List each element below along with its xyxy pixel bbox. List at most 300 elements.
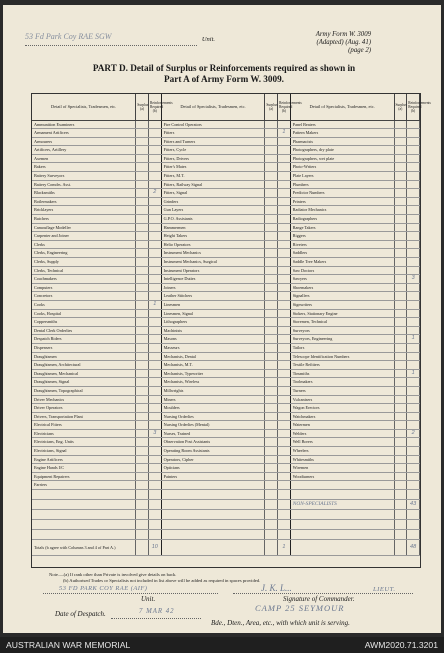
reinforcements-cell: 1 — [278, 129, 291, 138]
unit-label: Unit. — [201, 36, 215, 43]
specialist-name-cell: Clerks — [32, 240, 136, 249]
surplus-cell — [394, 283, 407, 292]
surplus-cell — [136, 215, 149, 224]
reinforcements-cell — [278, 137, 291, 146]
reinforcements-cell — [407, 154, 420, 163]
specialist-name-cell: Dispensers — [32, 343, 136, 352]
surplus-cell — [265, 361, 278, 370]
reinforcements-cell — [148, 206, 161, 215]
reinforcements-cell — [148, 292, 161, 301]
specialist-name-cell: Electricians, Signal — [32, 447, 136, 456]
table-row — [32, 180, 420, 189]
blank-row — [32, 500, 420, 510]
surplus-cell — [136, 120, 149, 129]
unit-dotted-line — [25, 45, 197, 46]
specialist-name-cell: Fire Control Operators — [161, 120, 265, 129]
reinforcements-cell — [407, 455, 420, 464]
specialist-name-cell: Watermen — [290, 421, 394, 430]
table-row — [32, 438, 420, 447]
blank-row — [32, 520, 420, 530]
surplus-cell — [394, 154, 407, 163]
reinforcements-cell — [148, 137, 161, 146]
surplus-cell — [136, 386, 149, 395]
surplus-cell — [136, 318, 149, 327]
specialist-name-cell: Clerks, Supply — [32, 258, 136, 267]
reinforcements-cell — [148, 197, 161, 206]
table-row — [32, 309, 420, 318]
blank-cell — [32, 500, 136, 510]
specialist-name-cell: Fitters — [161, 129, 265, 138]
surplus-cell — [394, 361, 407, 370]
table-row — [32, 326, 420, 335]
table-row — [32, 343, 420, 352]
blank-cell — [278, 500, 291, 510]
blank-row — [32, 510, 420, 520]
reinforcements-cell — [407, 232, 420, 241]
blank-cell — [148, 500, 161, 510]
camp-handwritten: CAMP 25 SEYMOUR — [255, 603, 345, 613]
surplus-cell — [265, 429, 278, 438]
surplus-cell — [136, 223, 149, 232]
reinforcements-cell — [278, 146, 291, 155]
surplus-cell — [265, 163, 278, 172]
surplus-cell — [394, 404, 407, 413]
blank-cell — [407, 530, 420, 540]
specialist-name-cell: Toolmakers — [290, 378, 394, 387]
table-row — [32, 283, 420, 292]
specialist-name-cell: Fitter's Mates — [161, 163, 265, 172]
specialist-name-cell — [290, 481, 394, 490]
reinforcements-cell — [148, 318, 161, 327]
reinforcements-cell: 1 — [148, 300, 161, 309]
surplus-cell — [394, 481, 407, 490]
surplus-cell — [394, 438, 407, 447]
reinforcements-cell — [278, 438, 291, 447]
reinforcements-cell — [407, 481, 420, 490]
surplus-cell — [394, 395, 407, 404]
surplus-cell — [136, 258, 149, 267]
note — [49, 572, 409, 584]
surplus-cell — [136, 326, 149, 335]
reinforcements-cell — [407, 464, 420, 473]
blank-cell — [290, 510, 394, 520]
specialist-name-cell: Signwriters — [290, 300, 394, 309]
reinforcements-cell — [278, 429, 291, 438]
surplus-cell — [265, 215, 278, 224]
unit-handwritten: 53 FD PARK COY RAE (AIF) — [59, 585, 148, 592]
specialist-name-cell: Engine Artificers — [32, 455, 136, 464]
specialist-name-cell: Cooks, Hospital — [32, 309, 136, 318]
reinforcements-cell — [407, 240, 420, 249]
specialist-name-cell: Saddlers — [290, 249, 394, 258]
reinforcements-cell — [407, 421, 420, 430]
surplus-cell — [394, 421, 407, 430]
surplus-cell — [394, 215, 407, 224]
specialist-name-cell: Instrument Mechanics — [161, 249, 265, 258]
blank-cell — [265, 490, 278, 500]
header-specialist: Detail of Specialists, Tradesmen, etc. — [32, 94, 136, 120]
blank-cell — [394, 530, 407, 540]
specialist-name-cell: Panel Beaters — [290, 120, 394, 129]
reinforcements-cell — [407, 292, 420, 301]
surplus-cell — [136, 180, 149, 189]
totals-surplus-cell — [136, 540, 149, 556]
specialist-name-cell: Linesmen, Signal — [161, 309, 265, 318]
blank-cell — [161, 520, 265, 530]
reinforcements-cell — [278, 386, 291, 395]
specialist-name-cell: Joiners — [161, 283, 265, 292]
specialist-name-cell: Whitesmiths — [290, 455, 394, 464]
specialist-name-cell: Wiremen — [290, 464, 394, 473]
specialist-name-cell: Miners — [161, 395, 265, 404]
reinforcements-cell — [278, 240, 291, 249]
header-surplus: Surplus (a) — [265, 94, 278, 120]
surplus-cell — [265, 283, 278, 292]
title-line: Part A of Army Form W. 3009. — [164, 74, 284, 84]
totals-reinf-cell: 48 — [407, 540, 420, 556]
surplus-cell — [136, 189, 149, 198]
specialist-name-cell: Gun Layers — [161, 206, 265, 215]
signature-dotted-line — [233, 593, 413, 594]
table-row — [32, 300, 420, 309]
specialist-name-cell: Electricians — [32, 429, 136, 438]
surplus-cell — [265, 180, 278, 189]
surplus-cell — [265, 309, 278, 318]
specialist-name-cell: Carpenter and Joiner — [32, 232, 136, 241]
surplus-cell — [394, 146, 407, 155]
reinforcements-cell — [148, 326, 161, 335]
blank-cell — [265, 500, 278, 510]
reinforcements-cell — [278, 352, 291, 361]
surplus-cell — [394, 300, 407, 309]
surplus-cell — [265, 464, 278, 473]
reinforcements-cell — [407, 343, 420, 352]
reinforcements-cell — [278, 318, 291, 327]
specialist-name-cell: Armourers — [32, 137, 136, 146]
table-row — [32, 455, 420, 464]
reinforcements-cell — [407, 258, 420, 267]
header-reinforcements: Reinforcements Required (b) — [148, 94, 161, 120]
reinforcements-cell — [407, 215, 420, 224]
blank-row — [32, 530, 420, 540]
blank-cell — [136, 530, 149, 540]
surplus-cell — [394, 309, 407, 318]
surplus-cell — [265, 421, 278, 430]
surplus-cell — [136, 378, 149, 387]
footer-reference: AWM2020.71.3201 — [364, 640, 438, 650]
reinforcements-cell — [148, 472, 161, 481]
specialist-name-cell: Clerks, Engineering — [32, 249, 136, 258]
table-row — [32, 369, 420, 378]
specialist-name-cell: Drivers, Transportation Plant — [32, 412, 136, 421]
blank-cell — [136, 510, 149, 520]
specialist-name-cell: Lithographers — [161, 318, 265, 327]
specialist-name-cell: Instrument Operators — [161, 266, 265, 275]
reinforcements-cell: 1 — [407, 335, 420, 344]
specialist-name-cell: Plate Layers — [290, 172, 394, 181]
blank-cell — [394, 490, 407, 500]
specialist-name-cell: Saw Doctors — [290, 266, 394, 275]
footer-source: AUSTRALIAN WAR MEMORIAL — [6, 640, 131, 650]
specialist-name-cell: Shoemakers — [290, 283, 394, 292]
table-row — [32, 292, 420, 301]
specialist-name-cell: Turners — [290, 386, 394, 395]
surplus-cell — [136, 206, 149, 215]
blank-cell — [161, 500, 265, 510]
reinforcements-cell — [407, 223, 420, 232]
specialist-name-cell: G.P.O. Assistants — [161, 215, 265, 224]
specialist-name-cell: Leather Stitchers — [161, 292, 265, 301]
table-row — [32, 404, 420, 413]
form-ref-line: (page 2) — [348, 47, 371, 54]
blank-cell — [32, 520, 136, 530]
reinforcements-cell — [407, 146, 420, 155]
blank-cell — [161, 530, 265, 540]
reinforcements-cell — [148, 369, 161, 378]
reinforcements-cell: 2 — [148, 189, 161, 198]
reinforcements-cell — [278, 309, 291, 318]
reinforcements-cell — [407, 395, 420, 404]
title-line: PART D. Detail of Surplus or Reinforcements required as shown in — [92, 63, 356, 73]
specialist-name-cell — [161, 481, 265, 490]
signature-label: Signature of Commander. — [283, 595, 355, 603]
blank-cell — [148, 510, 161, 520]
specialist-name-cell: Driver Mechanics — [32, 395, 136, 404]
reinforcements-cell — [148, 404, 161, 413]
surplus-cell — [394, 429, 407, 438]
surplus-cell — [394, 206, 407, 215]
reinforcements-cell — [407, 361, 420, 370]
surplus-cell — [394, 240, 407, 249]
surplus-cell — [265, 455, 278, 464]
reinforcements-cell — [148, 275, 161, 284]
reinforcements-cell — [148, 146, 161, 155]
blank-cell — [290, 520, 394, 530]
reinforcements-cell — [148, 335, 161, 344]
reinforcements-cell — [278, 464, 291, 473]
specialist-name-cell: Fitters, M.T. — [161, 172, 265, 181]
reinforcements-cell — [278, 206, 291, 215]
specialist-name-cell: Artificers, Artillery — [32, 146, 136, 155]
reinforcements-cell — [278, 215, 291, 224]
specialist-name-cell: Ammunition Examiners — [32, 120, 136, 129]
reinforcements-cell — [278, 481, 291, 490]
surplus-cell — [136, 275, 149, 284]
blank-cell — [32, 510, 136, 520]
specialist-name-cell: Fitters, Cycle — [161, 146, 265, 155]
totals-surplus-cell — [394, 540, 407, 556]
reinforcements-cell — [407, 249, 420, 258]
table-row — [32, 129, 420, 138]
table-row — [32, 378, 420, 387]
surplus-cell — [394, 120, 407, 129]
specialist-name-cell: Bakers — [32, 163, 136, 172]
blank-cell — [265, 530, 278, 540]
specialist-name-cell: Nurses, Trained — [161, 429, 265, 438]
specialist-name-cell: Plumbers — [290, 180, 394, 189]
reinforcements-cell — [278, 258, 291, 267]
surplus-cell — [136, 146, 149, 155]
surplus-cell — [136, 369, 149, 378]
surplus-cell — [394, 189, 407, 198]
surplus-cell — [136, 472, 149, 481]
specialist-name-cell: Draughtsmen, Signal — [32, 378, 136, 387]
specialist-name-cell: Fitters, Railway Signal — [161, 180, 265, 189]
blank-cell — [290, 530, 394, 540]
surplus-cell — [265, 300, 278, 309]
totals-label: Totals (b agree with Columns 3 and 4 of Part A.) — [32, 540, 136, 556]
reinforcements-cell — [148, 378, 161, 387]
table-row — [32, 172, 420, 181]
reinforcements-cell — [148, 163, 161, 172]
reinforcements-cell — [278, 335, 291, 344]
reinforcements-cell — [407, 206, 420, 215]
specialist-name-cell: Camouflage Modeller — [32, 223, 136, 232]
reinforcements-cell — [278, 197, 291, 206]
specialist-name-cell: Signallers — [290, 292, 394, 301]
specialist-name-cell: Radiator Mechanics — [290, 206, 394, 215]
surplus-cell — [394, 292, 407, 301]
specialist-name-cell: Battery Comdrs. Asst. — [32, 180, 136, 189]
specialist-name-cell: Hammermen — [161, 223, 265, 232]
specialist-name-cell: Welders — [290, 429, 394, 438]
table-row — [32, 137, 420, 146]
table-row — [32, 120, 420, 129]
specialist-name-cell: Opticians — [161, 464, 265, 473]
table-row — [32, 275, 420, 284]
header-specialist: Detail of Specialists, Tradesmen, etc. — [161, 94, 265, 120]
reinforcements-cell — [148, 232, 161, 241]
blank-cell — [407, 520, 420, 530]
reinforcements-cell — [278, 421, 291, 430]
specialist-name-cell: Masons — [161, 335, 265, 344]
surplus-cell — [265, 129, 278, 138]
table-row — [32, 361, 420, 370]
specialist-name-cell: Pharmacists — [290, 137, 394, 146]
blank-cell — [407, 510, 420, 520]
blank-cell — [161, 490, 265, 500]
table-row — [32, 352, 420, 361]
despatch-date: 7 MAR 42 — [139, 608, 175, 615]
reinforcements-cell — [148, 215, 161, 224]
reinforcements-cell — [148, 249, 161, 258]
surplus-cell — [394, 258, 407, 267]
surplus-cell — [394, 232, 407, 241]
surplus-cell — [136, 438, 149, 447]
table-row — [32, 472, 420, 481]
totals-row — [32, 540, 420, 556]
reinforcements-cell — [407, 163, 420, 172]
reinforcements-cell — [278, 395, 291, 404]
surplus-cell — [394, 369, 407, 378]
reinforcements-cell — [148, 180, 161, 189]
non-specialists-value: 43 — [407, 500, 420, 510]
surplus-cell — [136, 154, 149, 163]
totals-blank-cell — [161, 540, 265, 556]
specialist-name-cell: Nursing Orderlies — [161, 412, 265, 421]
reinforcements-cell — [407, 404, 420, 413]
surplus-cell — [265, 206, 278, 215]
surplus-cell — [394, 163, 407, 172]
specialists-table — [31, 93, 431, 568]
specialist-name-cell: Sawyers — [290, 275, 394, 284]
reinforcements-cell — [148, 172, 161, 181]
table-row — [32, 206, 420, 215]
surplus-cell — [265, 292, 278, 301]
surplus-cell — [265, 412, 278, 421]
reinforcements-cell — [148, 481, 161, 490]
reinforcements-cell — [278, 249, 291, 258]
reinforcements-cell — [278, 326, 291, 335]
specialist-name-cell: Tinsmiths — [290, 369, 394, 378]
specialist-name-cell: Fitters, Drivers — [161, 154, 265, 163]
signature-handwritten: J. K. L... — [261, 583, 292, 593]
surplus-cell — [136, 412, 149, 421]
archive-footer — [0, 637, 444, 653]
blank-cell — [136, 490, 149, 500]
reinforcements-cell — [278, 292, 291, 301]
reinforcements-cell — [278, 472, 291, 481]
specialist-name-cell: Stokers, Stationary Engine — [290, 309, 394, 318]
reinforcements-cell — [407, 326, 420, 335]
specialist-name-cell: Millwrights — [161, 386, 265, 395]
reinforcements-cell — [407, 129, 420, 138]
reinforcements-cell — [407, 318, 420, 327]
surplus-cell — [265, 266, 278, 275]
reinforcements-cell: 1 — [407, 369, 420, 378]
reinforcements-cell — [278, 455, 291, 464]
specialist-name-cell: Printers — [290, 197, 394, 206]
surplus-cell — [394, 447, 407, 456]
reinforcements-cell — [407, 172, 420, 181]
surplus-cell — [136, 232, 149, 241]
specialist-name-cell: Equipment Repairers — [32, 472, 136, 481]
reinforcements-cell — [148, 223, 161, 232]
reinforcements-cell — [148, 283, 161, 292]
surplus-cell — [265, 120, 278, 129]
specialist-name-cell: Draughtsmen, Mechanical — [32, 369, 136, 378]
blank-cell — [265, 520, 278, 530]
surplus-cell — [136, 361, 149, 370]
table-row — [32, 232, 420, 241]
surplus-cell — [136, 309, 149, 318]
surplus-cell — [394, 197, 407, 206]
specialist-name-cell: Surveyors, Engineering — [290, 335, 394, 344]
specialist-name-cell: Surveyors — [290, 326, 394, 335]
reinforcements-cell — [407, 283, 420, 292]
reinforcements-cell — [148, 421, 161, 430]
table-row — [32, 240, 420, 249]
surplus-cell — [136, 335, 149, 344]
blank-cell — [136, 500, 149, 510]
reinforcements-cell — [278, 275, 291, 284]
table-row — [32, 266, 420, 275]
specialist-name-cell: Riggers — [290, 232, 394, 241]
surplus-cell — [136, 352, 149, 361]
specialist-name-cell: Axemen — [32, 154, 136, 163]
surplus-cell — [265, 275, 278, 284]
blank-cell — [148, 520, 161, 530]
reinforcements-cell — [407, 197, 420, 206]
specialist-name-cell: Riveters — [290, 240, 394, 249]
specialist-name-cell: Wagon Erectors — [290, 404, 394, 413]
surplus-cell — [265, 386, 278, 395]
surplus-cell — [265, 343, 278, 352]
unit-dotted-line — [43, 593, 218, 594]
surplus-cell — [394, 378, 407, 387]
specialist-name-cell: Concretors — [32, 292, 136, 301]
surplus-cell — [136, 266, 149, 275]
